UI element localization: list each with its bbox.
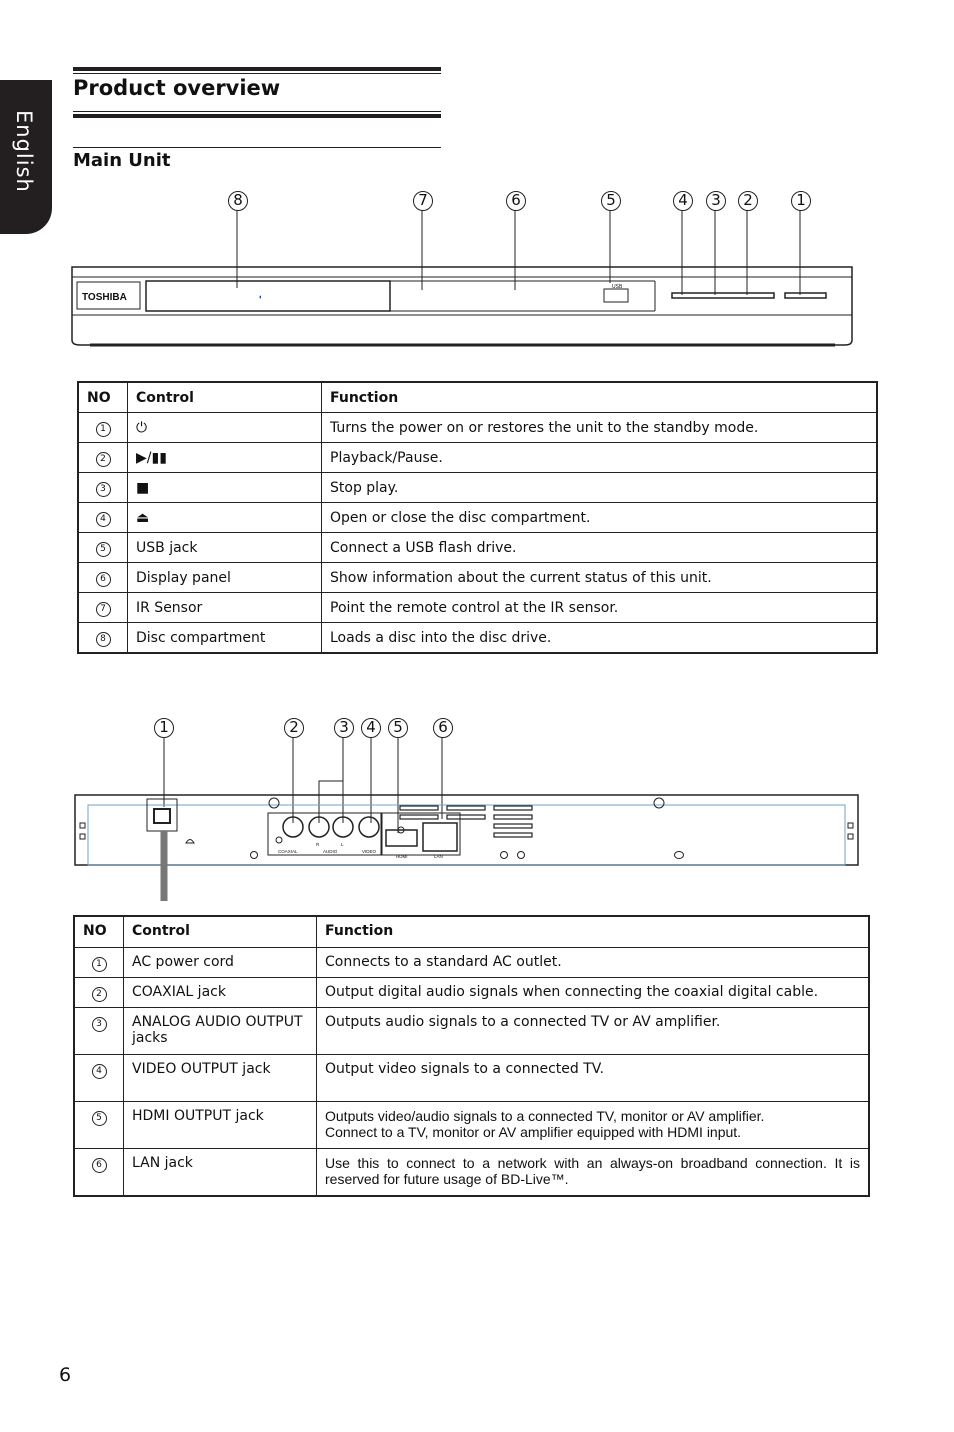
lan-port-label: LAN	[434, 854, 443, 859]
front-panel-diagram	[0, 185, 954, 360]
blu-ray-logo-icon: ◖	[258, 294, 263, 301]
audio-left-label: L	[341, 842, 344, 847]
header-control: Control	[124, 916, 317, 948]
header-function: Function	[322, 382, 878, 413]
row-control: ANALOG AUDIO OUTPUT jacks	[124, 1008, 317, 1055]
header-no: NO	[78, 382, 128, 413]
row-number: 2	[96, 452, 111, 467]
row-function-line-1: Outputs video/audio signals to a connected TV, monitor or AV amplifier.	[325, 1108, 765, 1124]
title-rule-bottom	[73, 114, 441, 118]
row-number: 3	[92, 1017, 107, 1032]
table-row	[78, 533, 877, 563]
brand-logo-text: TOSHIBA	[82, 292, 127, 303]
title-rule-top	[73, 67, 441, 71]
stop-icon: ■	[128, 473, 322, 503]
table-row	[74, 978, 869, 1008]
table-row	[74, 1008, 869, 1055]
table-row	[74, 948, 869, 978]
table-row	[78, 563, 877, 593]
title-rule-top-thin	[73, 73, 441, 74]
front-callout-8: 8	[228, 191, 248, 211]
page-title: Product overview	[73, 76, 281, 100]
row-control: VIDEO OUTPUT jack	[124, 1055, 317, 1102]
front-callout-6: 6	[506, 191, 526, 211]
row-control: LAN jack	[124, 1149, 317, 1196]
row-function: Stop play.	[322, 473, 878, 503]
table-row	[74, 1149, 869, 1196]
table-row	[74, 1055, 869, 1102]
header-function: Function	[317, 916, 870, 948]
row-function-line-2: Connect to a TV, monitor or AV amplifier equipped with HDMI input.	[325, 1124, 742, 1140]
row-control: USB jack	[128, 533, 322, 563]
row-control: IR Sensor	[128, 593, 322, 623]
audio-port-label: AUDIO	[323, 849, 338, 854]
front-callout-2: 2	[738, 191, 758, 211]
usb-port-label: USB	[612, 284, 623, 290]
row-function: Loads a disc into the disc drive.	[322, 623, 878, 654]
row-number: 6	[92, 1158, 107, 1173]
row-function: Open or close the disc compartment.	[322, 503, 878, 533]
row-control: Disc compartment	[128, 623, 322, 654]
row-control: AC power cord	[124, 948, 317, 978]
coaxial-port-label: COAXIAL	[278, 849, 298, 854]
row-number: 1	[92, 957, 107, 972]
front-callout-4: 4	[673, 191, 693, 211]
row-control: Display panel	[128, 563, 322, 593]
front-callout-1: 1	[791, 191, 811, 211]
table-header-row	[78, 382, 877, 413]
row-number: 4	[92, 1064, 107, 1079]
section-subtitle: Main Unit	[73, 150, 171, 171]
front-callout-5: 5	[601, 191, 621, 211]
row-control: HDMI OUTPUT jack	[124, 1102, 317, 1149]
row-function: Show information about the current status of this unit.	[322, 563, 878, 593]
header-control: Control	[128, 382, 322, 413]
table-row	[78, 593, 877, 623]
row-function: Point the remote control at the IR sensor.	[322, 593, 878, 623]
row-function: Connect a USB flash drive.	[322, 533, 878, 563]
eject-icon: ⏏	[128, 503, 322, 533]
hdmi-port-label: HDMI	[396, 854, 408, 859]
rear-panel-diagram	[0, 715, 954, 905]
row-function: Use this to connect to a network with an always-on broadband connection. It is reserved for future usage of BD-Live™.	[317, 1149, 870, 1196]
row-function	[317, 1102, 870, 1149]
row-function: Outputs audio signals to a connected TV or AV amplifier.	[317, 1008, 870, 1055]
language-label: English	[12, 110, 36, 193]
front-callout-7: 7	[413, 191, 433, 211]
row-number: 7	[96, 602, 111, 617]
rear-controls-table	[73, 915, 870, 1197]
table-row	[78, 503, 877, 533]
rear-callout-4: 4	[361, 718, 381, 738]
row-function: Playback/Pause.	[322, 443, 878, 473]
table-row	[78, 473, 877, 503]
table-row	[78, 443, 877, 473]
rear-callout-6: 6	[433, 718, 453, 738]
row-number: 5	[92, 1111, 107, 1126]
row-number: 2	[92, 987, 107, 1002]
row-function: Turns the power on or restores the unit to the standby mode.	[322, 413, 878, 443]
row-number: 8	[96, 632, 111, 647]
row-function: Connects to a standard AC outlet.	[317, 948, 870, 978]
table-row	[78, 623, 877, 654]
row-number: 4	[96, 512, 111, 527]
page-number: 6	[59, 1364, 72, 1386]
row-function: Output digital audio signals when connecting the coaxial digital cable.	[317, 978, 870, 1008]
header-no: NO	[74, 916, 124, 948]
table-row	[74, 1102, 869, 1149]
rear-callout-5: 5	[388, 718, 408, 738]
title-rule-bottom-thin	[73, 111, 441, 112]
rear-callout-3: 3	[334, 718, 354, 738]
rear-callout-2: 2	[284, 718, 304, 738]
table-header-row	[74, 916, 869, 948]
power-icon: ⏻	[128, 413, 322, 443]
audio-right-label: R	[316, 842, 320, 847]
row-number: 1	[96, 422, 111, 437]
row-function: Output video signals to a connected TV.	[317, 1055, 870, 1102]
video-port-label: VIDEO	[362, 849, 377, 854]
row-number: 5	[96, 542, 111, 557]
front-controls-table	[77, 381, 878, 654]
row-number: 3	[96, 482, 111, 497]
play-pause-icon: ▶/▮▮	[128, 443, 322, 473]
row-number: 6	[96, 572, 111, 587]
front-callout-3: 3	[706, 191, 726, 211]
rear-callout-1: 1	[154, 718, 174, 738]
subtitle-rule	[73, 147, 441, 148]
row-control: COAXIAL jack	[124, 978, 317, 1008]
table-row	[78, 413, 877, 443]
